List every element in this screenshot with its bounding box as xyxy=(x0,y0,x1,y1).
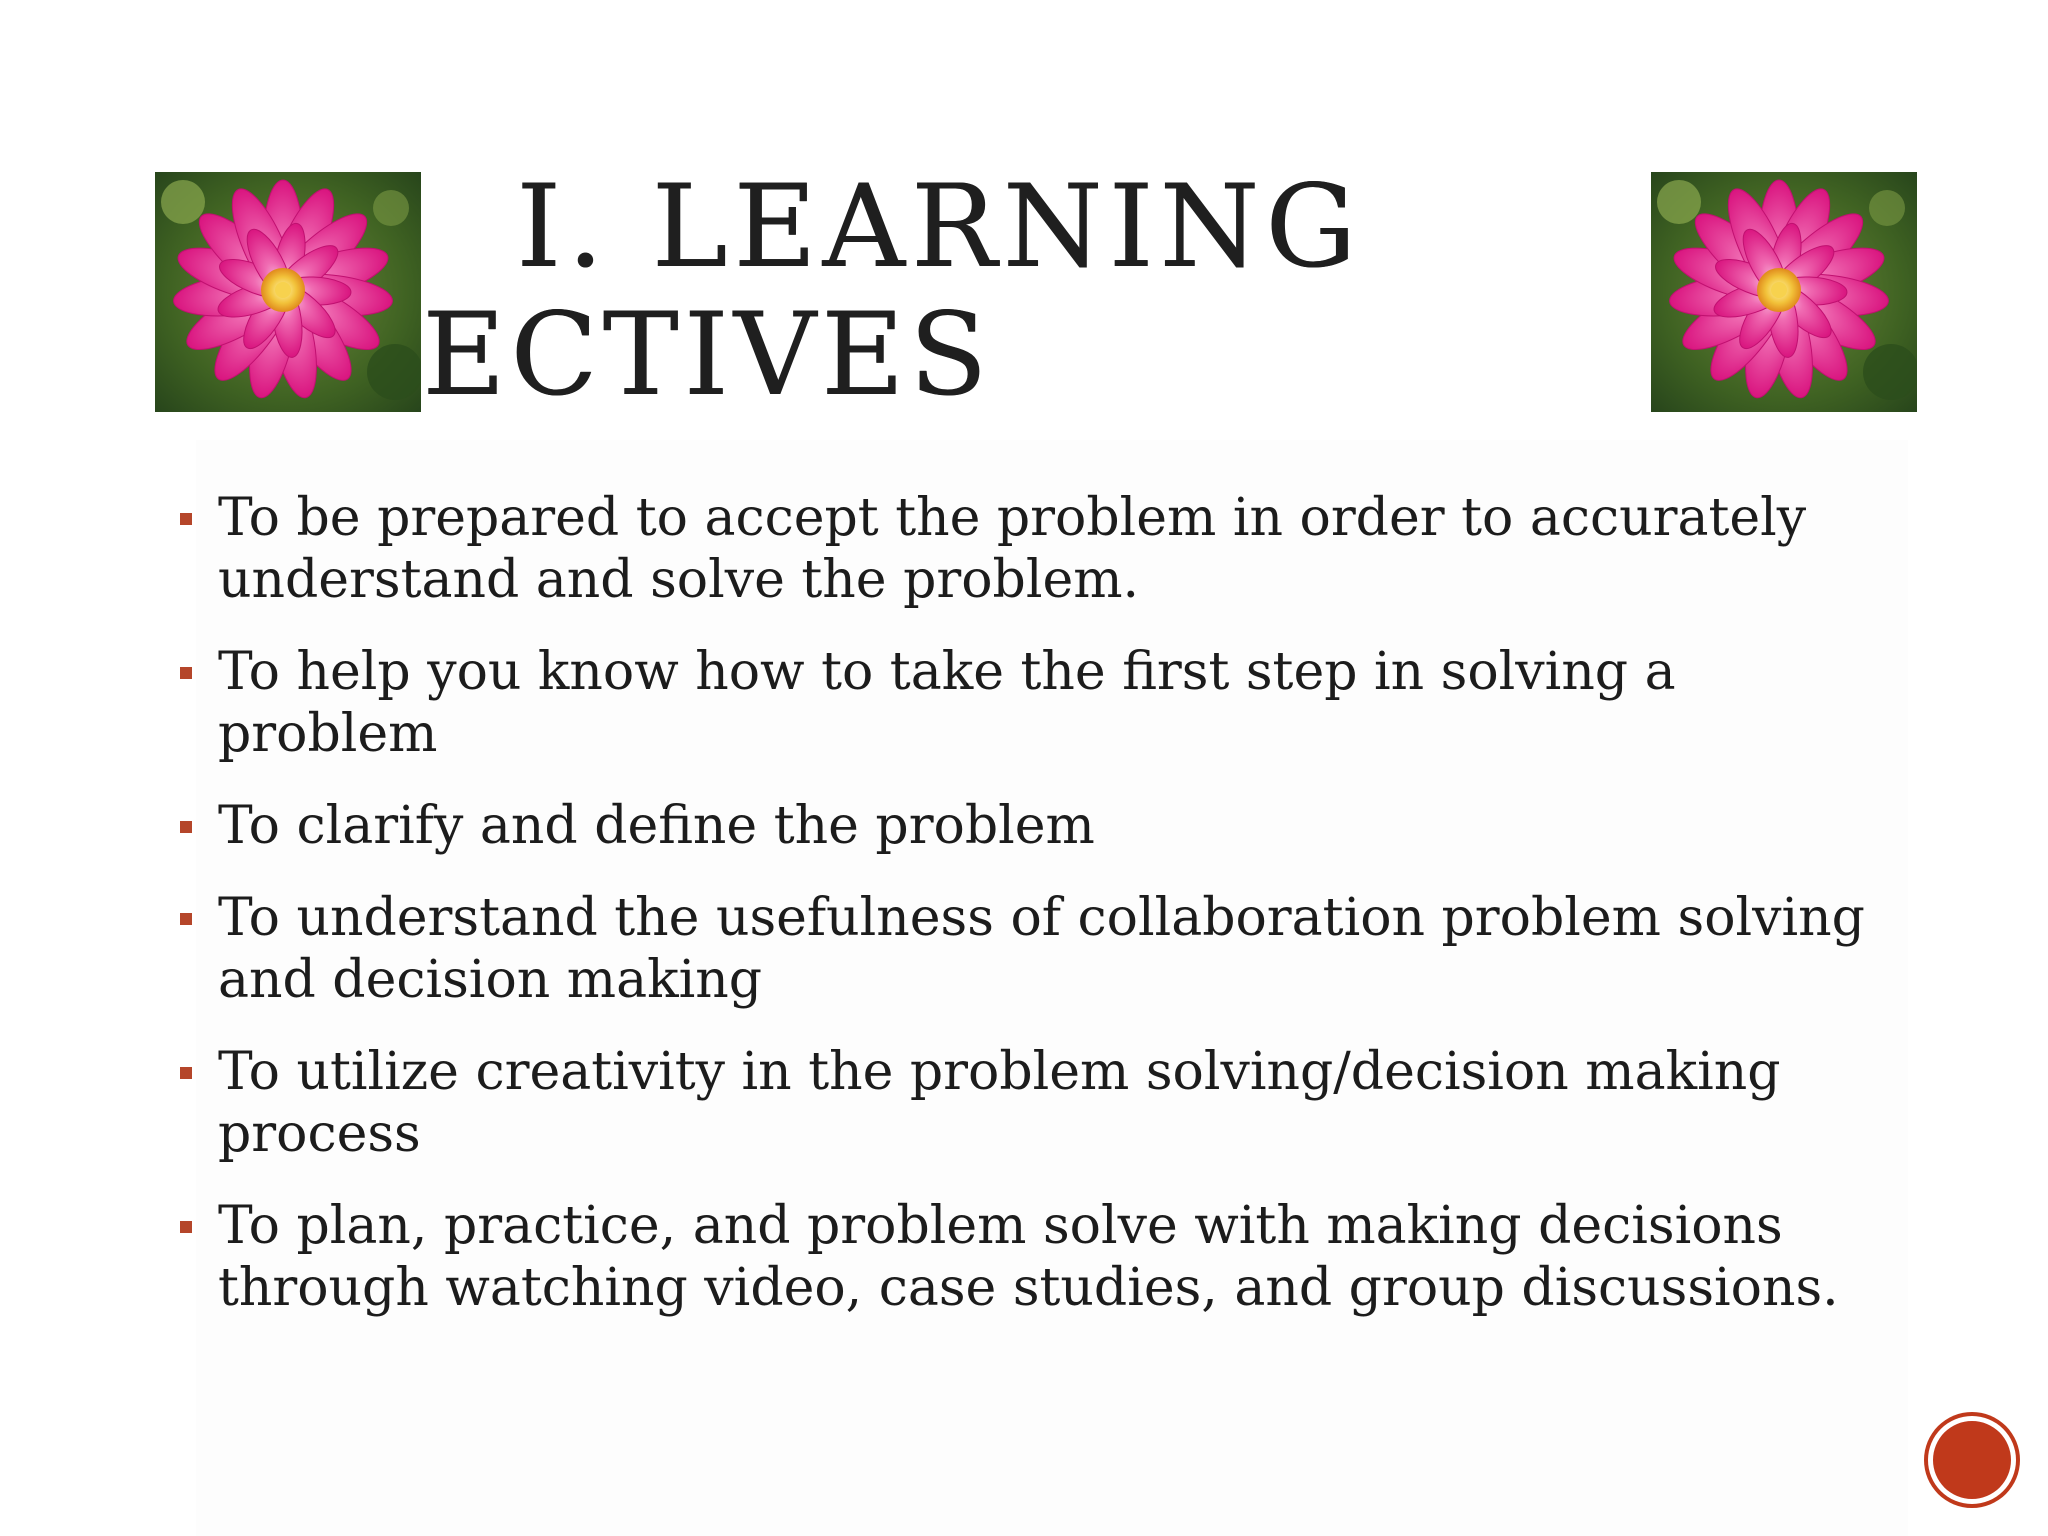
list-item xyxy=(176,641,1896,765)
list-item xyxy=(176,1195,1896,1319)
dahlia-icon xyxy=(155,172,421,412)
square-bullet-icon xyxy=(180,1067,192,1079)
objectives-list xyxy=(176,487,1896,1349)
bullet-text: To understand the usefulness of collaboration problem solving and decision making xyxy=(218,888,1865,1010)
bullet-text: To be prepared to accept the problem in order to accurately understand and solve the problem. xyxy=(218,488,1807,610)
square-bullet-icon xyxy=(180,513,192,525)
square-bullet-icon xyxy=(180,1221,192,1233)
square-bullet-icon xyxy=(180,667,192,679)
slide-title-line-1: I. LEARNING xyxy=(516,160,1363,293)
bullet-text: To help you know how to take the first step in solving a problem xyxy=(218,642,1676,764)
slide-nav-button[interactable] xyxy=(1928,1416,2016,1504)
bullet-text: To utilize creativity in the problem solving/decision making process xyxy=(218,1042,1781,1164)
flower-image-left xyxy=(155,172,421,412)
flower-image-right xyxy=(1651,172,1917,412)
slide-title-line-2: ECTIVES xyxy=(422,288,993,421)
bullet-text: To plan, practice, and problem solve with making decisions through watching video, case studies, and group discussions. xyxy=(218,1196,1839,1318)
square-bullet-icon xyxy=(180,913,192,925)
dahlia-icon xyxy=(1651,172,1917,412)
bullet-text: To clarify and define the problem xyxy=(218,796,1095,856)
list-item xyxy=(176,795,1896,857)
list-item xyxy=(176,1041,1896,1165)
list-item xyxy=(176,887,1896,1011)
list-item xyxy=(176,487,1896,611)
square-bullet-icon xyxy=(180,821,192,833)
